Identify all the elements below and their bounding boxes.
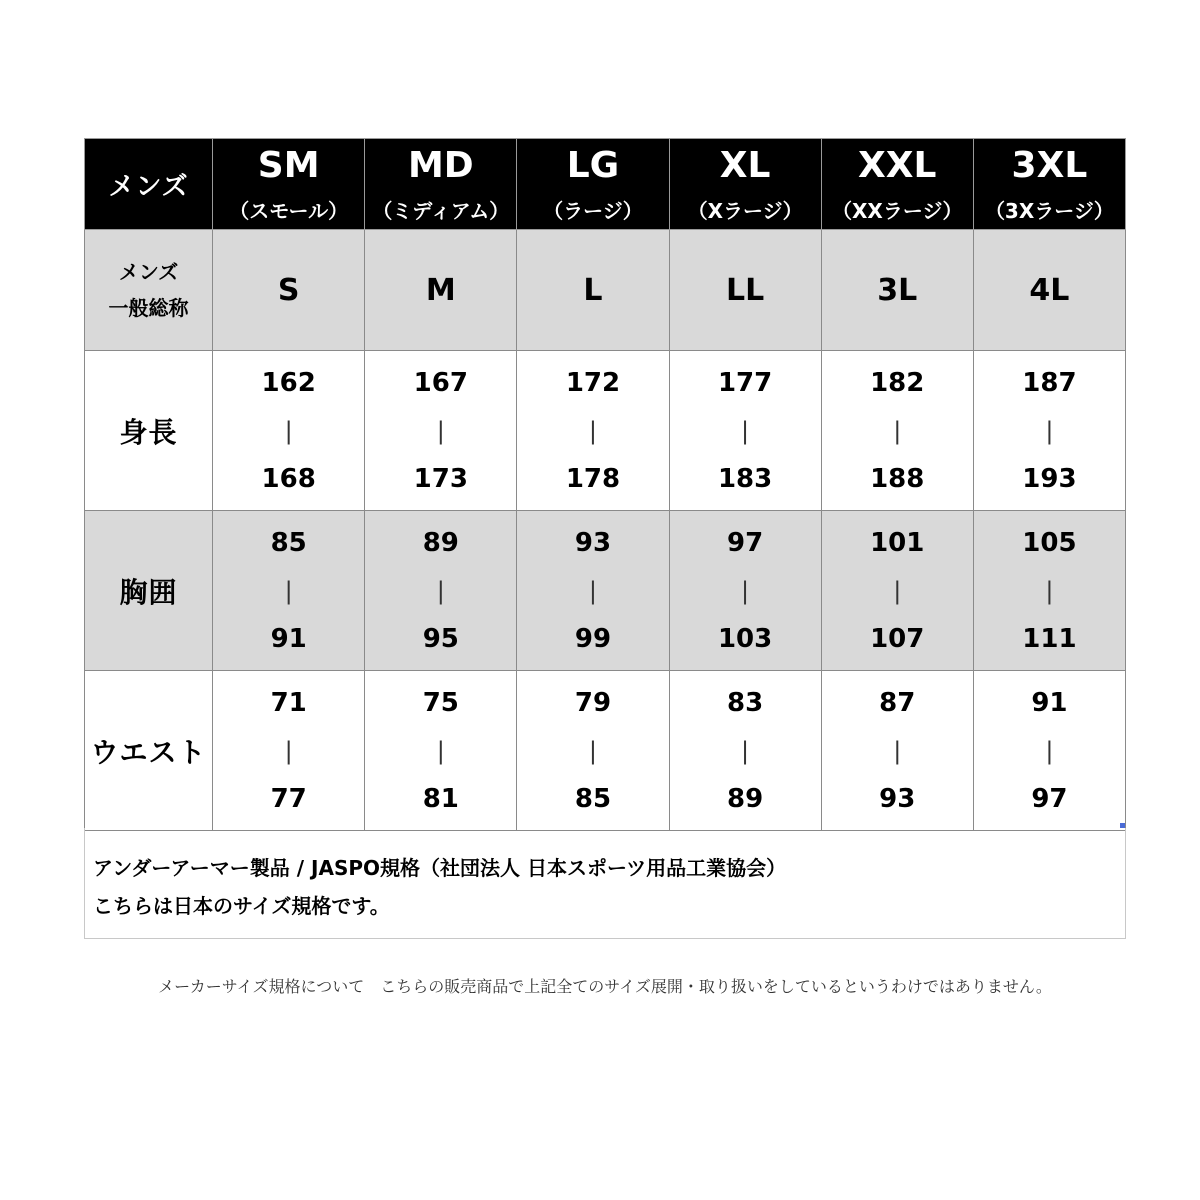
size-subtitle: （ラージ） [543,199,643,223]
chest-row [85,511,1126,671]
range-separator: | [741,736,750,765]
range-separator: | [284,736,293,765]
waist-range-cell [821,671,973,831]
range-min: 83 [727,687,764,718]
range-min: 97 [727,527,764,558]
chest-range-cell [821,511,973,671]
chest-label: 胸囲 [85,511,213,671]
range-separator: | [436,576,445,605]
waist-range-cell [517,671,669,831]
range-max: 183 [717,463,773,494]
general-size-label [85,230,213,351]
range-max: 168 [261,463,316,494]
general-size-value: 3L [821,230,973,351]
standard-note-line2: こちらは日本のサイズ規格です。 [93,894,390,918]
range-separator: | [1045,576,1054,605]
height-range-cell [669,351,821,511]
waist-range-cell [973,671,1125,831]
range-separator: | [1045,416,1054,445]
chest-range-cell [517,511,669,671]
chest-range-cell [973,511,1125,671]
range-max: 93 [879,783,916,814]
height-range-cell [821,351,973,511]
range-max: 178 [565,463,621,494]
size-code: MD [407,145,474,186]
general-size-value: S [213,230,365,351]
size-subtitle: （XXラージ） [832,199,963,223]
chest-range-cell [365,511,517,671]
range-max: 111 [1022,623,1077,654]
range-min: 93 [574,527,612,558]
range-max: 188 [870,463,925,494]
range-separator: | [436,416,445,445]
height-range-cell [365,351,517,511]
range-max: 95 [422,623,459,654]
header-size-cell [517,139,669,230]
header-size-cell [669,139,821,230]
range-min: 85 [270,527,307,558]
range-max: 103 [717,623,773,654]
range-min: 187 [1022,367,1077,398]
range-max: 193 [1022,463,1077,494]
range-min: 167 [413,367,468,398]
height-range-cell [213,351,365,511]
general-size-value: M [365,230,517,351]
range-max: 85 [574,783,612,814]
general-size-value: 4L [973,230,1125,351]
range-min: 91 [1031,687,1068,718]
header-corner-label: メンズ [85,139,213,230]
range-max: 81 [422,783,459,814]
range-min: 75 [422,687,459,718]
size-code: SM [257,145,320,186]
standard-note-box [84,828,1126,939]
range-min: 101 [870,527,925,558]
header-row [85,139,1126,230]
general-size-row [85,230,1126,351]
range-min: 105 [1022,527,1077,558]
range-max: 99 [574,623,612,654]
range-min: 172 [565,367,621,398]
range-separator: | [893,736,902,765]
range-max: 107 [870,623,925,654]
size-code: 3XL [1011,145,1088,186]
size-code: XL [719,145,771,186]
range-min: 89 [422,527,459,558]
range-separator: | [1045,736,1054,765]
range-separator: | [741,576,750,605]
standard-note-line1: アンダーアーマー製品 / JASPO規格（社団法人 日本スポーツ用品工業協会） [93,856,787,880]
range-min: 79 [574,687,612,718]
height-range-cell [973,351,1125,511]
size-subtitle: （3Xラージ） [984,199,1114,223]
range-max: 173 [413,463,468,494]
waist-range-cell [669,671,821,831]
size-subtitle: （ミディアム） [372,199,510,223]
range-separator: | [741,416,750,445]
header-size-cell [365,139,517,230]
header-size-cell [821,139,973,230]
size-code: LG [566,145,620,186]
range-separator: | [588,736,597,765]
range-max: 97 [1031,783,1068,814]
disclaimer-text: メーカーサイズ規格について こちらの販売商品で上記全てのサイズ展開・取り扱いをしているというわけではありません。 [158,977,1052,996]
waist-range-cell [365,671,517,831]
chest-range-cell [669,511,821,671]
range-separator: | [588,576,597,605]
range-separator: | [893,576,902,605]
range-min: 182 [870,367,925,398]
size-code: XXL [858,145,937,186]
general-label-line1: メンズ [118,260,179,284]
general-size-value: LL [669,230,821,351]
header-size-cell [973,139,1125,230]
size-subtitle: （Xラージ） [687,199,803,223]
size-chart-table [84,138,1126,831]
range-min: 87 [879,687,916,718]
range-min: 71 [270,687,307,718]
waist-range-cell [213,671,365,831]
size-subtitle: （スモール） [229,199,349,223]
range-separator: | [893,416,902,445]
general-label-line2: 一般総称 [108,296,189,320]
range-max: 77 [270,783,307,814]
range-max: 89 [727,783,764,814]
range-separator: | [284,416,293,445]
height-row [85,351,1126,511]
height-range-cell [517,351,669,511]
header-size-cell [213,139,365,230]
range-separator: | [284,576,293,605]
range-max: 91 [270,623,307,654]
range-separator: | [436,736,445,765]
range-min: 162 [261,367,316,398]
height-label: 身長 [85,351,213,511]
waist-label: ウエスト [85,671,213,831]
general-size-value: L [517,230,669,351]
waist-row [85,671,1126,831]
range-separator: | [588,416,597,445]
range-min: 177 [717,367,773,398]
chest-range-cell [213,511,365,671]
